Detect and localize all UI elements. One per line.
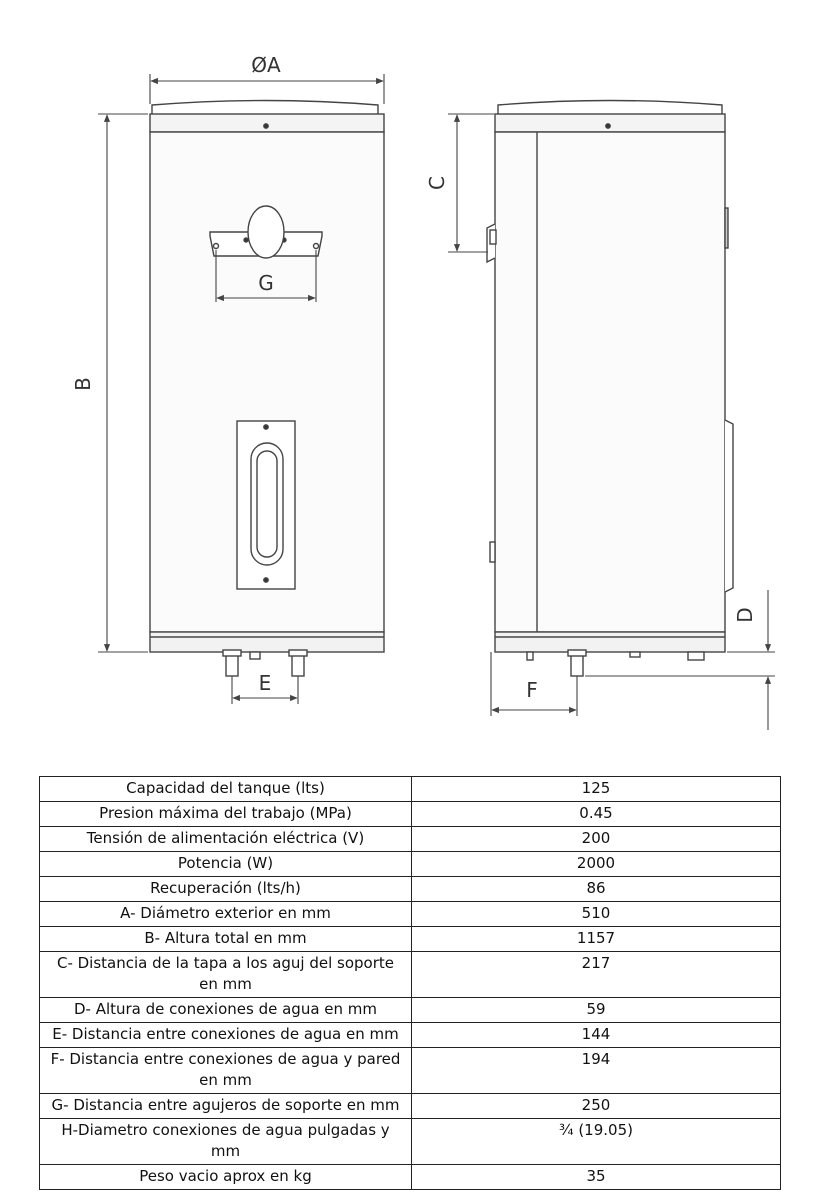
spec-label: F- Distancia entre conexiones de agua y pared en mm <box>40 1048 412 1094</box>
table-row <box>40 927 781 952</box>
dimension-label-g: G <box>258 271 274 295</box>
spec-label: Capacidad del tanque (lts) <box>40 777 412 802</box>
spec-label: Tensión de alimentación eléctrica (V) <box>40 827 412 852</box>
dimension-label-b: B <box>71 377 95 391</box>
spec-label: Peso vacio aprox en kg <box>40 1165 412 1190</box>
table-row <box>40 802 781 827</box>
dimension-label-e: E <box>258 671 272 695</box>
spec-value: 1157 <box>412 927 781 952</box>
spec-label: B- Altura total en mm <box>40 927 412 952</box>
table-row <box>40 1048 781 1094</box>
table-row <box>40 998 781 1023</box>
spec-label: G- Distancia entre agujeros de soporte en mm <box>40 1094 412 1119</box>
spec-table-body <box>40 777 781 1190</box>
spec-label: Recuperación (lts/h) <box>40 877 412 902</box>
dimension-label-c: C <box>425 176 449 190</box>
spec-value: 2000 <box>412 852 781 877</box>
dimension-label-d: D <box>733 607 757 623</box>
spec-label: D- Altura de conexiones de agua en mm <box>40 998 412 1023</box>
spec-value: 0.45 <box>412 802 781 827</box>
spec-table <box>39 776 781 1190</box>
spec-value: 59 <box>412 998 781 1023</box>
dimension-label-f: F <box>526 678 538 702</box>
spec-value: 144 <box>412 1023 781 1048</box>
spec-value: 217 <box>412 952 781 998</box>
spec-value: ¾ (19.05) <box>412 1119 781 1165</box>
table-row <box>40 1165 781 1190</box>
spec-value: 200 <box>412 827 781 852</box>
spec-label: Presion máxima del trabajo (MPa) <box>40 802 412 827</box>
spec-value: 125 <box>412 777 781 802</box>
table-row <box>40 852 781 877</box>
side-view <box>487 101 733 677</box>
spec-value: 250 <box>412 1094 781 1119</box>
table-row <box>40 1119 781 1165</box>
spec-label: A- Diámetro exterior en mm <box>40 902 412 927</box>
spec-label: E- Distancia entre conexiones de agua en mm <box>40 1023 412 1048</box>
dimension-label-a: ØA <box>251 53 281 77</box>
table-row <box>40 777 781 802</box>
table-row <box>40 827 781 852</box>
table-row <box>40 877 781 902</box>
spec-value: 35 <box>412 1165 781 1190</box>
table-row <box>40 1094 781 1119</box>
table-row <box>40 902 781 927</box>
front-view <box>150 101 384 677</box>
table-row <box>40 952 781 998</box>
spec-value: 510 <box>412 902 781 927</box>
table-row <box>40 1023 781 1048</box>
spec-value: 194 <box>412 1048 781 1094</box>
spec-value: 86 <box>412 877 781 902</box>
spec-label: H-Diametro conexiones de agua pulgadas y mm <box>40 1119 412 1165</box>
spec-label: C- Distancia de la tapa a los aguj del soporte en mm <box>40 952 412 998</box>
spec-label: Potencia (W) <box>40 852 412 877</box>
